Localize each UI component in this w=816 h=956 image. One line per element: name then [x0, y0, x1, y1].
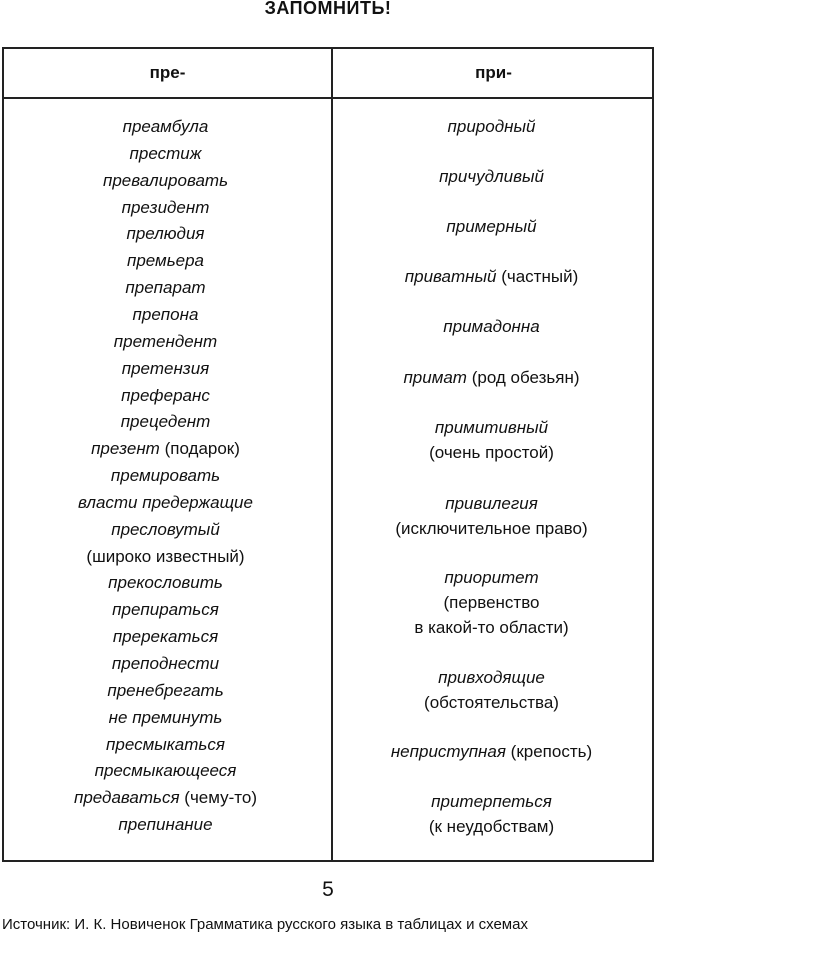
word-note: (к неудобствам): [428, 817, 555, 836]
word-note: (род обезьян): [471, 368, 580, 387]
pre-word-entry: [2, 304, 329, 326]
word-note: (крепость): [510, 742, 593, 761]
word-note: (подарок): [164, 439, 240, 459]
word-text: преамбула: [122, 117, 209, 136]
pre-word-entry: [2, 438, 329, 460]
word-text: причудливый: [439, 167, 544, 186]
word-text: премьера: [126, 251, 205, 271]
word-text: власти предержащие: [78, 492, 253, 512]
header-divider: [4, 97, 652, 99]
word-text: привилегия: [445, 494, 538, 513]
pre-word-entry: [2, 411, 329, 433]
word-text: прекословить: [108, 573, 223, 593]
word-note: (широко известный): [86, 546, 245, 566]
word-text: преферанс: [121, 385, 210, 405]
pre-word-entry: [2, 116, 329, 138]
pri-word-entry: [331, 266, 652, 288]
word-note: (первенство: [443, 593, 540, 612]
pre-word-entry: [2, 223, 329, 245]
word-text: претендент: [113, 331, 218, 351]
word-text: прецедент: [120, 412, 211, 432]
word-text: притерпеться: [431, 792, 552, 811]
word-text: препона: [132, 304, 199, 324]
word-text: премировать: [110, 466, 221, 486]
word-text: предаваться: [73, 788, 180, 808]
pre-word-entry: [2, 277, 329, 299]
pre-word-entry: [2, 653, 329, 675]
page-title: ЗАПОМНИТЬ!: [264, 0, 392, 18]
pre-word-entry: [2, 814, 329, 836]
pre-word-entry: [2, 465, 329, 487]
pre-word-entry: [2, 707, 329, 729]
pri-word-entry: [331, 367, 652, 389]
pri-word-entry: [331, 216, 652, 238]
word-text: природный: [447, 117, 536, 136]
pre-word-entry: [2, 519, 329, 541]
pri-word-entry: [331, 417, 652, 464]
word-text: препинание: [118, 815, 213, 835]
word-note: (чему-то): [184, 788, 258, 808]
pre-word-entry: [2, 170, 329, 192]
word-text: препираться: [112, 600, 219, 620]
word-text: прелюдия: [126, 224, 205, 244]
pre-word-entry: [2, 358, 329, 380]
word-text: пререкаться: [112, 627, 219, 647]
pri-word-entry: [331, 166, 652, 188]
pri-word-entry: [331, 116, 652, 138]
word-text: препарат: [125, 278, 206, 298]
word-text: привходящие: [438, 668, 545, 687]
word-note: (частный): [501, 267, 579, 286]
header-pri: при-: [475, 63, 512, 82]
pri-word-entry: [331, 741, 652, 763]
word-text: приватный: [404, 267, 497, 286]
pri-word-entry: [331, 667, 652, 714]
word-note: (обстоятельства): [424, 693, 559, 712]
word-note: (исключительное право): [395, 519, 588, 538]
pri-word-entry: [331, 567, 652, 639]
pre-word-entry: [2, 734, 329, 756]
pre-word-entry: [2, 197, 329, 219]
pri-word-entry: [331, 493, 652, 540]
pri-word-entry: [331, 791, 652, 838]
word-note: (очень простой): [429, 443, 554, 462]
header-pre: пре-: [149, 63, 186, 82]
word-note: в какой-то области): [414, 618, 569, 637]
pre-word-entry: [2, 680, 329, 702]
word-text: неприступная: [390, 742, 506, 761]
word-text: примерный: [446, 217, 537, 236]
pre-word-entry: [2, 492, 329, 514]
word-text: приоритет: [444, 568, 539, 587]
pre-word-entry: [2, 599, 329, 621]
word-text: престиж: [129, 143, 202, 163]
pre-word-entry: [2, 250, 329, 272]
word-text: примат: [403, 368, 467, 387]
word-text: презент: [91, 439, 160, 459]
word-text: примадонна: [443, 317, 540, 336]
pre-word-entry: [2, 143, 329, 165]
pre-word-entry: [2, 385, 329, 407]
word-text: пресмыкающееся: [94, 761, 237, 781]
page-number: 5: [322, 878, 334, 901]
word-text: пренебрегать: [107, 680, 224, 700]
word-text: пресмыкаться: [106, 734, 225, 754]
pre-word-entry: [2, 787, 329, 809]
word-text: превалировать: [102, 170, 229, 190]
source-caption: Источник: И. К. Новиченок Грамматика русского языка в таблицах и схемах: [2, 916, 528, 933]
word-text: пресловутый: [111, 519, 220, 539]
pre-word-entry: [2, 626, 329, 648]
word-text: претензия: [121, 358, 210, 378]
pre-word-entry: [2, 546, 329, 568]
pre-word-entry: [2, 760, 329, 782]
word-text: примитивный: [434, 418, 549, 437]
pri-word-entry: [331, 316, 652, 338]
pre-word-entry: [2, 331, 329, 353]
pre-word-entry: [2, 572, 329, 594]
word-text: не преминуть: [108, 707, 223, 727]
word-text: президент: [121, 197, 210, 217]
word-text: преподнести: [111, 654, 220, 673]
